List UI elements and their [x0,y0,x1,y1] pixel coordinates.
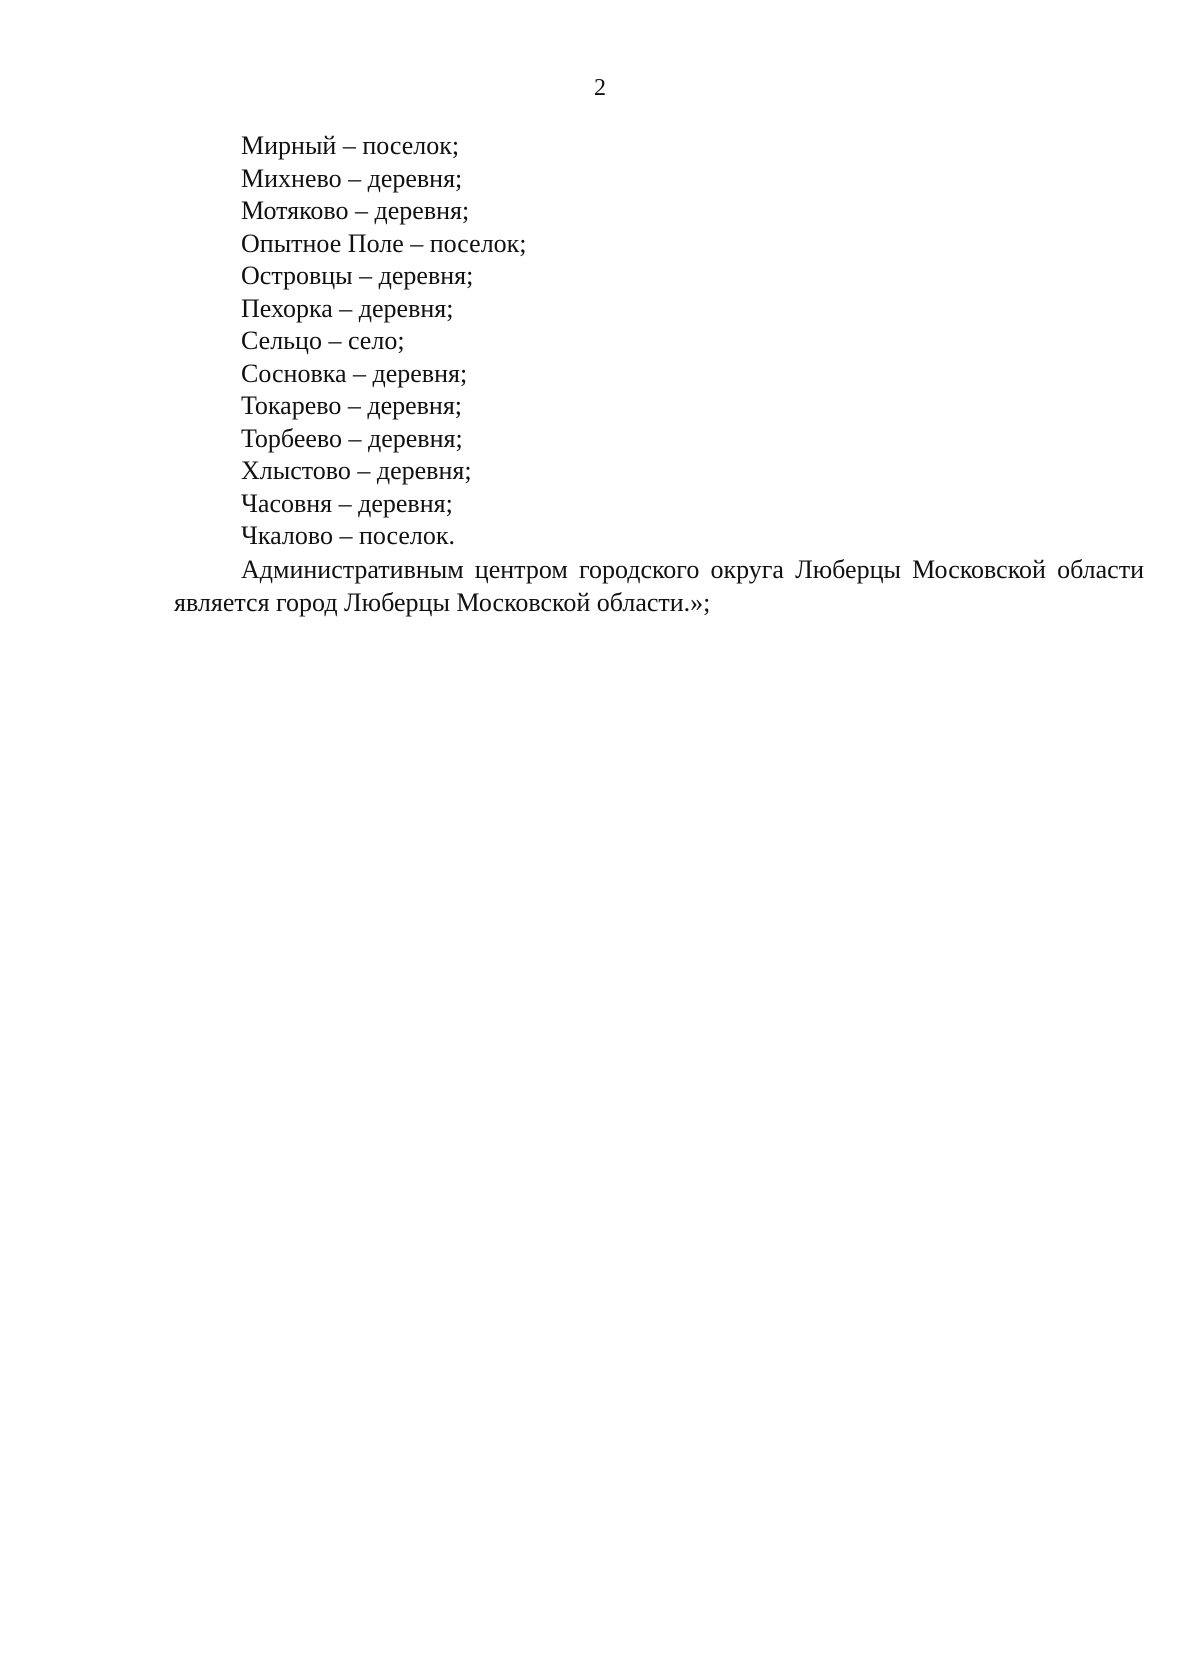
list-item: Сельцо – село; [241,326,405,355]
list-item: Торбеево – деревня; [241,423,463,453]
page-number: 2 [594,75,606,101]
list-item: Пехорка – деревня; [241,293,454,323]
list-item: Хлыстово – деревня; [241,456,472,485]
list-item: Чкалово – поселок. [241,521,456,550]
list-item: Мотяково – деревня; [241,196,470,225]
list-item: Опытное Поле – поселок; [241,228,527,258]
list-item: Мирный – поселок; [241,131,460,160]
locality-list [241,130,527,553]
list-item: Островцы – деревня; [241,261,474,290]
list-item: Михнево – деревня; [241,163,463,193]
list-item: Токарево – деревня; [241,391,463,420]
list-item: Сосновка – деревня; [241,358,468,388]
closing-paragraph: Административным центром городского округа Люберцы Московской области является город Люберцы Московской области.»; [174,555,1144,617]
list-item: Часовня – деревня; [241,488,453,518]
